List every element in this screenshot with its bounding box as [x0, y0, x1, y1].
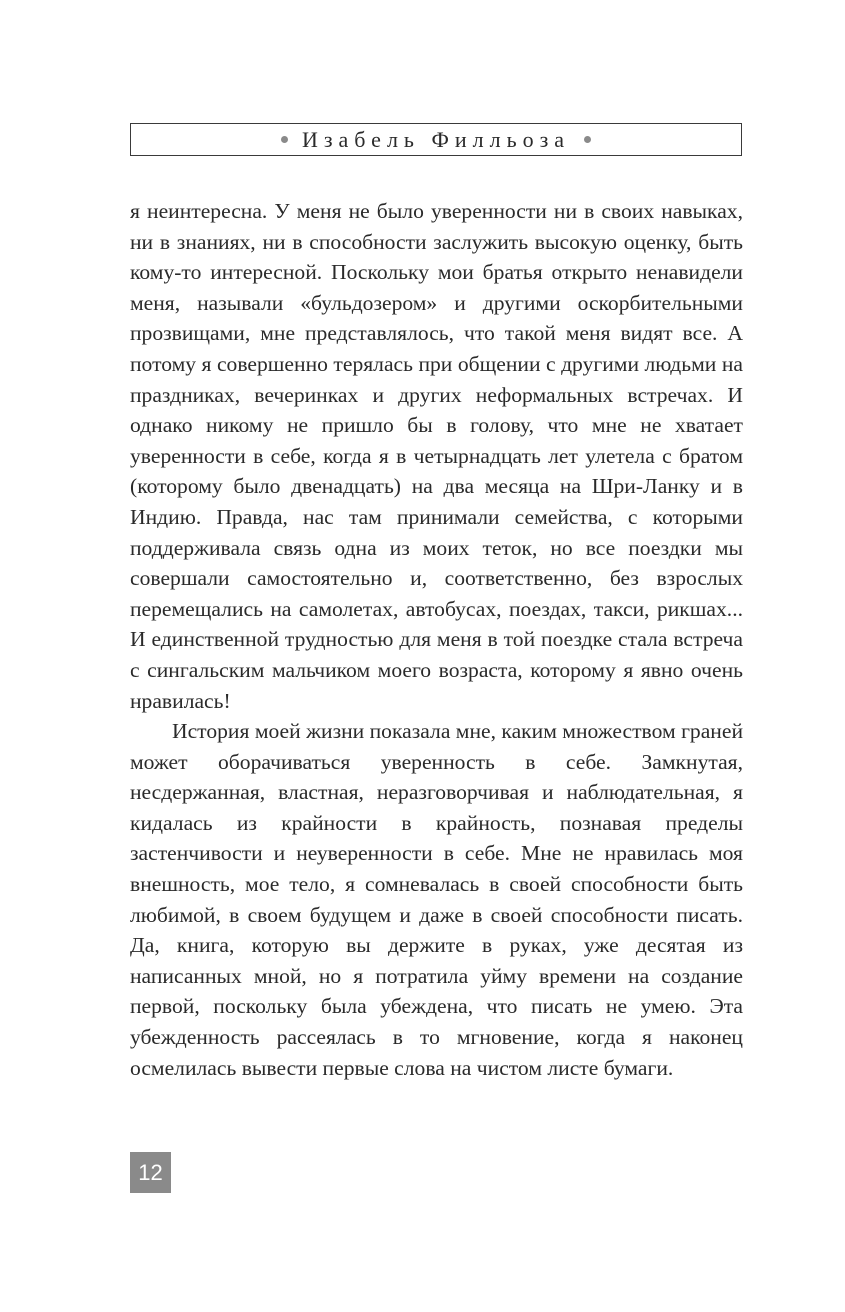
bullet-right-icon	[584, 136, 591, 143]
running-head-author: Изабель Филльоза	[301, 126, 571, 152]
running-head	[130, 123, 742, 156]
bullet-left-icon	[281, 136, 288, 143]
page-number: 12	[130, 1152, 171, 1193]
paragraph: я неинтересна. У меня не было уверенности ни в своих навыках, ни в знаниях, ни в способности заслужить высокую оценку, быть кому-то интересной. Поскольку мои братья открыто ненавидели меня, называли «бульдозером» и другими оскорбительными прозвищами, мне представлялось, что такой меня видят все. А потому я совершенно терялась при общении с другими людьми на праздниках, вечеринках и других неформальных встречах. И однако никому не пришло бы в голову, что мне не хватает уверенности в себе, когда я в четырнадцать лет улетела с братом (которому было двенадцать) на два месяца на Шри-Ланку и в Индию. Правда, нас там принимали семейства, с которыми поддерживала связь одна из моих теток, но все поездки мы совершали самостоятельно и, соответственно, без взрослых перемещались на самолетах, автобусах, поездах, такси, рикшах... И единственной трудностью для меня в той поездке стала встреча с сингальским мальчиком моего возраста, которому я явно очень нравилась!	[130, 199, 743, 713]
body-text	[130, 196, 743, 1083]
paragraph: История моей жизни показала мне, каким множеством граней может оборачиваться уверенность в себе. Замкнутая, несдержанная, властная, неразговорчивая и наблюдательная, я кидалась из крайности в крайность, познавая пределы застенчивости и неуверенности в себе. Мне не нравилась моя внешность, мое тело, я сомневалась в своей способности быть любимой, в своем будущем и даже в своей способности писать. Да, книга, которую вы держите в руках, уже десятая из написанных мной, но я потратила уйму времени на создание первой, поскольку была убеждена, что писать не умею. Эта убежденность рассеялась в то мгновение, когда я наконец осмелилась вывести первые слова на чистом листе бумаги.	[130, 719, 743, 1080]
